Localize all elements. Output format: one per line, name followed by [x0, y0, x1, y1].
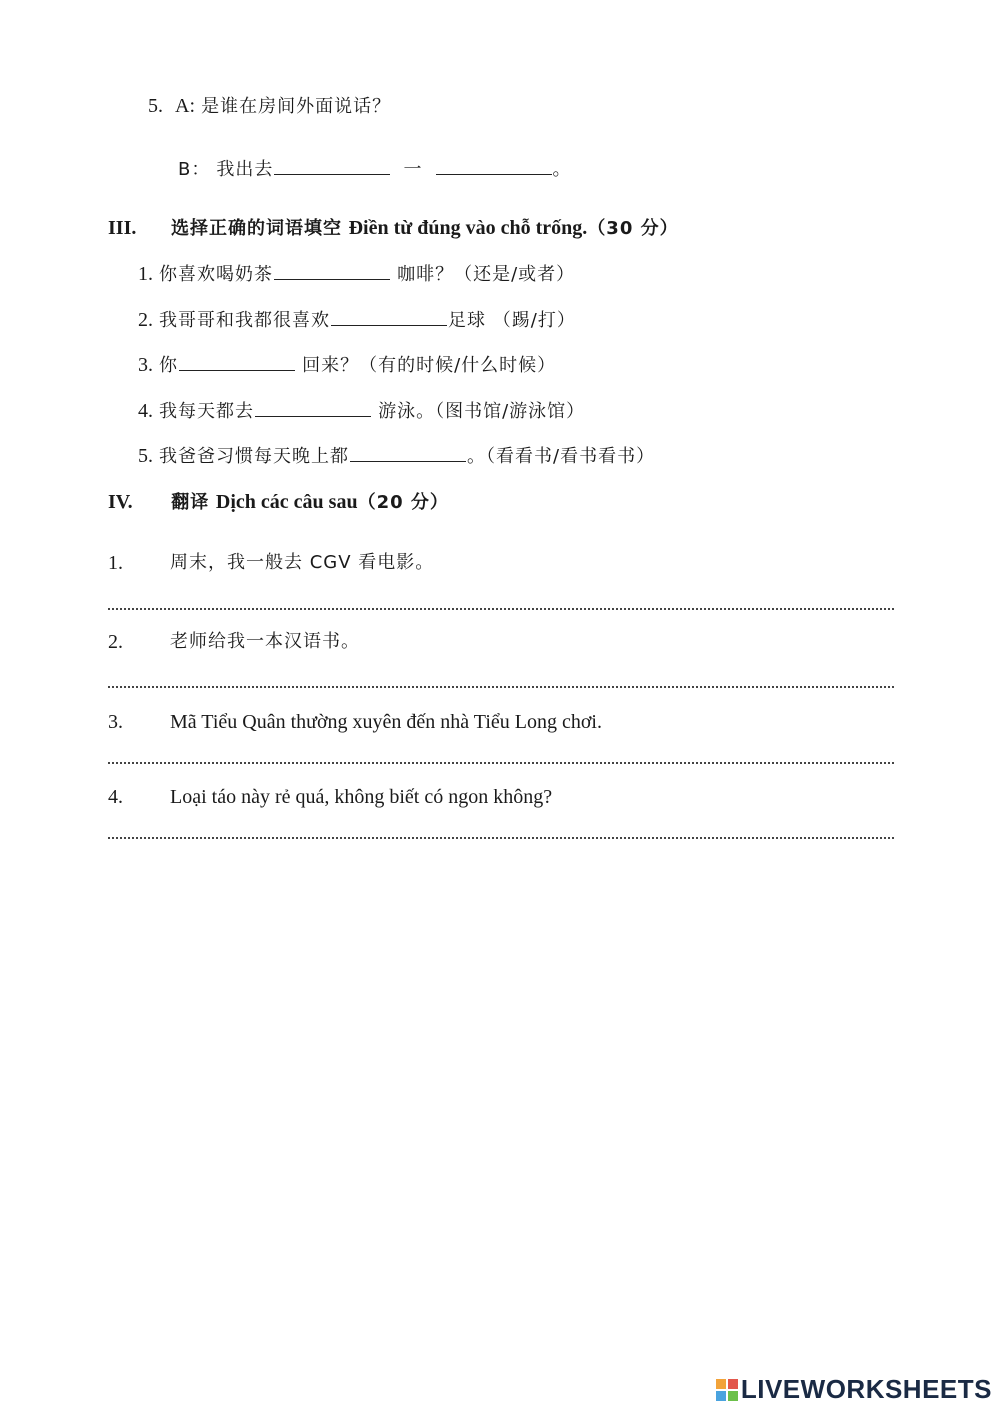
item-options: 回来？（有的时候/什么时候） [302, 355, 557, 376]
q5-b-mid: 一 [403, 159, 423, 180]
section-4-title-vi: Dịch các câu sau [215, 491, 358, 513]
q5-a-text: 是谁在房间外面说话？ [201, 96, 392, 117]
q5-line-b [178, 156, 572, 182]
item-number: 5. [138, 445, 153, 467]
q5-a-label: A: [175, 95, 196, 117]
logo-text: LIVEWORKSHEETS [740, 1374, 992, 1404]
item-text: 老师给我一本汉语书。 [170, 631, 360, 652]
item-prompt: 我爸爸习惯每天晚上都 [159, 446, 350, 467]
item-prompt: 我每天都去 [159, 401, 255, 422]
item-number: 1. [108, 552, 123, 574]
item-number: 2. [108, 631, 123, 653]
item-text: Loại táo này rẻ quá, không biết có ngon không? [170, 786, 553, 808]
answer-blank[interactable] [179, 352, 295, 371]
fill-item-5 [138, 443, 655, 469]
section-4-title-cn: 翻译 [171, 492, 210, 513]
section-3-roman: III. [108, 217, 137, 239]
answer-line[interactable] [108, 686, 894, 688]
item-options: 咖啡？（还是/或者） [397, 264, 576, 285]
item-options: 。（看看书/看书看书） [467, 446, 656, 467]
q5-b-pre: 我出去 [216, 159, 274, 180]
section-3-title-vi: Điền từ đúng vào chỗ trống. [348, 217, 588, 239]
answer-blank[interactable] [274, 156, 390, 175]
liveworksheets-logo [716, 1374, 992, 1405]
item-prompt: 我哥哥和我都很喜欢 [159, 310, 331, 331]
item-prompt: 你 [159, 355, 179, 376]
answer-line[interactable] [108, 608, 894, 610]
answer-blank[interactable] [255, 398, 371, 417]
q5-b-label: B： [178, 159, 211, 180]
q5-number: 5. [148, 95, 163, 117]
item-number: 2. [138, 309, 153, 331]
fill-item-1 [138, 261, 575, 287]
answer-blank[interactable] [331, 307, 447, 326]
answer-blank[interactable] [274, 261, 390, 280]
q5-line-a [148, 94, 391, 119]
section-4-score: （20 分） [357, 492, 449, 513]
item-number: 4. [138, 400, 153, 422]
item-options: 足球 （踢/打） [448, 310, 576, 331]
q5-b-end: 。 [552, 159, 572, 180]
item-prompt: 你喜欢喝奶茶 [159, 264, 274, 285]
logo-mark-icon [716, 1379, 738, 1401]
item-options: 游泳。（图书馆/游泳馆） [378, 401, 586, 422]
section-4-roman: IV. [108, 491, 133, 513]
item-text: Mã Tiểu Quân thường xuyên đến nhà Tiểu Long chơi. [170, 711, 602, 733]
fill-item-3 [138, 352, 556, 378]
item-number: 3. [138, 354, 153, 376]
item-number: 4. [108, 786, 123, 808]
translate-item-2 [108, 630, 360, 654]
fill-item-4 [138, 398, 585, 424]
item-number: 1. [138, 263, 153, 285]
section-3-score: （30 分） [587, 218, 679, 239]
answer-line[interactable] [108, 762, 894, 764]
section-3-title-cn: 选择正确的词语填空 [170, 218, 342, 239]
section-3-heading [108, 216, 679, 241]
fill-item-2 [138, 307, 576, 333]
translate-item-4 [108, 785, 553, 809]
answer-blank[interactable] [350, 443, 466, 462]
translate-item-3 [108, 710, 602, 734]
section-4-heading [108, 490, 449, 515]
answer-blank[interactable] [436, 156, 552, 175]
answer-line[interactable] [108, 837, 894, 839]
item-text: 周末，我一般去 CGV 看电影。 [170, 552, 435, 573]
translate-item-1 [108, 551, 435, 575]
item-number: 3. [108, 711, 123, 733]
